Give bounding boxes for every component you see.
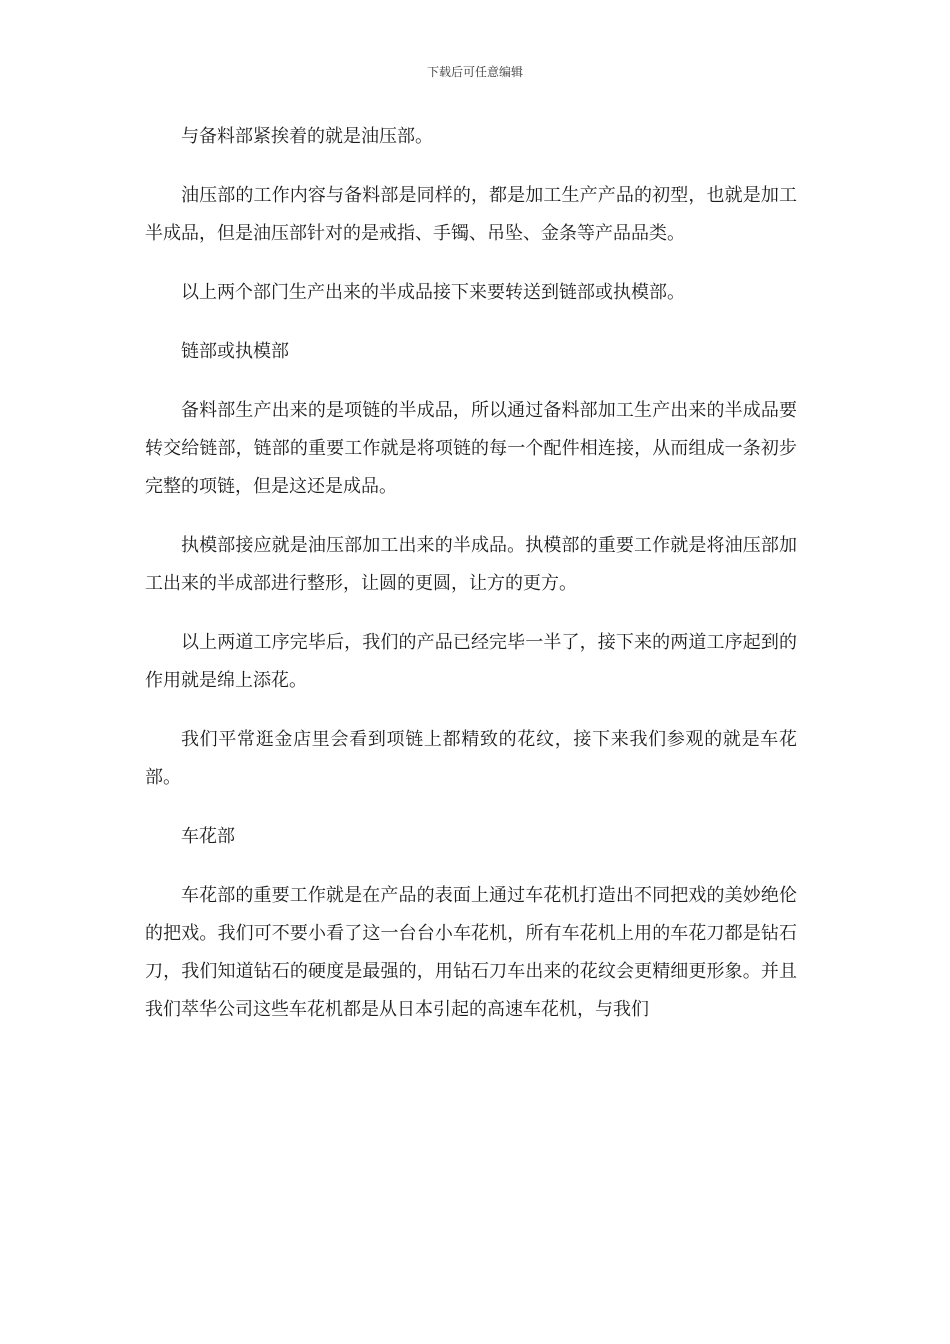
paragraph-chain: 备料部生产出来的是项链的半成品，所以通过备料部加工生产出来的半成品要转交给链部，链部的重要工作就是将项链的每一个配件相连接，从而组成一条初步完整的项链，但是这还是成品。 <box>145 400 797 497</box>
paragraph-engraving: 车花部的重要工作就是在产品的表面上通过车花机打造出不同把戏的美妙绝伦的把戏。我们可不要小看了这一台台小车花机，所有车花机上用的车花刀都是钻石刀，我们知道钻石的硬度是最强的，用钻石刀车出来的花纹会更精细更形象。并且我们萃华公司这些车花机都是从日本引起的高速车花机，与我们 <box>145 885 797 1020</box>
paragraph-halfway: 以上两道工序完毕后，我们的产品已经完毕一半了，接下来的两道工序起到的作用就是绵上添花。 <box>145 632 797 691</box>
paragraph-hydraulic: 油压部的工作内容与备料部是同样的，都是加工生产产品的初型，也就是加工半成品，但是油压部针对的是戒指、手镯、吊坠、金条等产品品类。 <box>145 185 797 244</box>
section-heading-chain: 链部或执模部 <box>181 341 289 362</box>
document-body <box>145 118 797 1029</box>
paragraph-pattern: 我们平常逛金店里会看到项链上都精致的花纹，接下来我们参观的就是车花部。 <box>145 729 797 788</box>
paragraph-transfer: 以上两个部门生产出来的半成品接下来要转送到链部或执模部。 <box>181 282 685 303</box>
paragraph-mold: 执模部接应就是油压部加工出来的半成品。执模部的重要工作就是将油压部加工出来的半成部进行整形，让圆的更圆，让方的更方。 <box>145 535 797 594</box>
page-header: 下载后可任意编辑 <box>426 65 523 79</box>
section-heading-engraving: 车花部 <box>181 826 235 847</box>
paragraph-intro: 与备料部紧挨着的就是油压部。 <box>181 126 433 147</box>
